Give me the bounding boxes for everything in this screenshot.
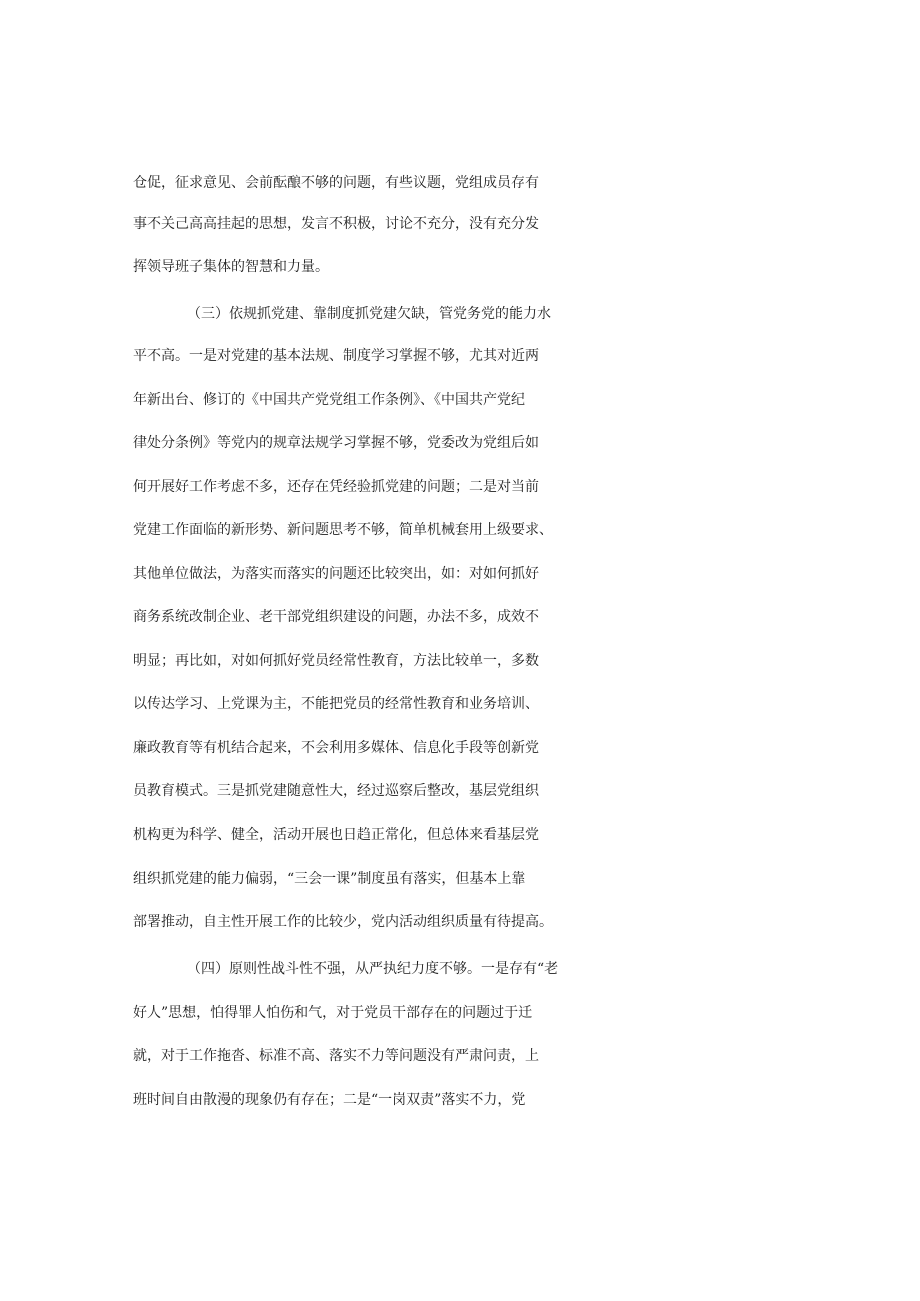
text-line: 员教育模式。三是抓党建随意性大，经过巡察后整改，基层党组织 xyxy=(133,783,539,799)
section-heading-3: （三）依规抓党建、靠制度抓党建欠缺，管党务党的能力水 xyxy=(187,306,551,322)
text-line: 平不高。一是对党建的基本法规、制度学习掌握不够，尤其对近两 xyxy=(133,348,539,364)
text-line: 其他单位做法，为落实而落实的问题还比较突出，如：对如何抓好 xyxy=(133,566,539,582)
text-line: 何开展好工作考虑不多，还存在凭经验抓党建的问题；二是对当前 xyxy=(133,479,539,495)
text-line: 组织抓党建的能力偏弱，“三会一课”制度虽有落实，但基本上靠 xyxy=(133,871,526,887)
text-line: 机构更为科学、健全，活动开展也日趋正常化，但总体来看基层党 xyxy=(133,827,539,843)
section-heading-4: （四）原则性战斗性不强，从严执纪力度不够。一是存有“老 xyxy=(187,961,559,977)
text-line: 就，对于工作拖沓、标准不高、落实不力等问题没有严肃问责，上 xyxy=(133,1048,539,1064)
text-line: 以传达学习、上党课为主，不能把党员的经常性教育和业务培训、 xyxy=(133,696,539,712)
text-line: 部署推动，自主性开展工作的比较少，党内活动组织质量有待提高。 xyxy=(133,914,553,930)
text-line: 明显；再比如，对如何抓好党员经常性教育，方法比较单一，多数 xyxy=(133,653,539,669)
text-line: 仓促，征求意见、会前酝酿不够的问题，有些议题，党组成员存有 xyxy=(133,175,539,191)
text-line: 好人”思想，怕得罪人怕伤和气，对于党员干部存在的问题过于迁 xyxy=(133,1005,533,1021)
text-line: 班时间自由散漫的现象仍有存在；二是“一岗双责”落实不力，党 xyxy=(133,1092,526,1108)
text-line: 廉政教育等有机结合起来，不会利用多媒体、信息化手段等创新党 xyxy=(133,740,539,756)
text-line: 年新出台、修订的《中国共产党党组工作条例》、《中国共产党纪 xyxy=(133,392,525,408)
text-line: 事不关己高高挂起的思想，发言不积极，讨论不充分，没有充分发 xyxy=(133,216,539,232)
text-line: 挥领导班子集体的智慧和力量。 xyxy=(133,259,329,275)
text-line: 党建工作面临的新形势、新问题思考不够，简单机械套用上级要求、 xyxy=(133,522,553,538)
text-line: 商务系统改制企业、老干部党组织建设的问题，办法不多，成效不 xyxy=(133,609,539,625)
text-line: 律处分条例》等党内的规章法规学习掌握不够，党委改为党组后如 xyxy=(133,435,539,451)
